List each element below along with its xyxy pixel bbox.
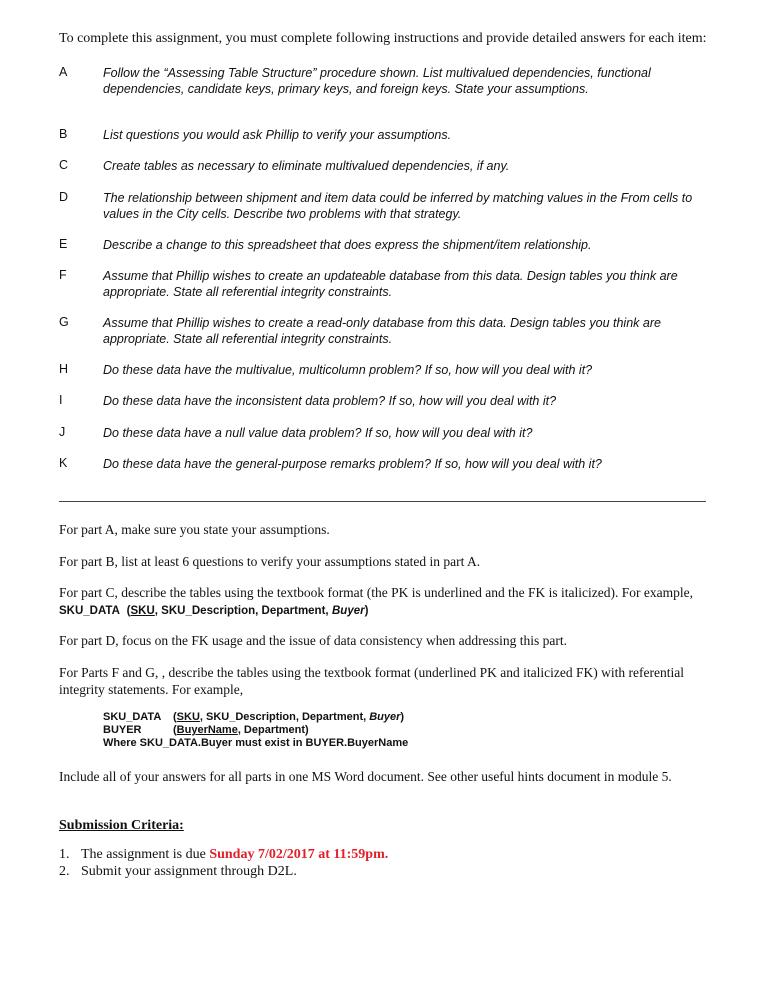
example-foreign-key: Buyer <box>332 605 365 617</box>
item-text: Follow the “Assessing Table Structure” procedure shown. List multivalued dependencies, functional dependencies, candidate keys, primary keys, and foreign keys. State your assumptions. <box>103 66 651 96</box>
example-row-sku-data: SKU_DATA (SKU, SKU_Description, Department, Buyer) <box>103 711 405 723</box>
horizontal-divider <box>59 501 706 502</box>
item-text: Assume that Phillip wishes to create an updateable database from this data. Design tables you think are appropriate. State all referential integrity constraints. <box>103 269 678 299</box>
note-part-d: For part D, focus on the FK usage and the issue of data consistency when addressing this part. <box>59 633 568 648</box>
submission-list <box>59 846 388 880</box>
item-letter: J <box>59 425 66 439</box>
item-letter: G <box>59 315 69 329</box>
item-text: Do these data have the general-purpose remarks problem? If so, how will you deal with it? <box>103 457 602 471</box>
item-text: Describe a change to this spreadsheet that does express the shipment/item relationship. <box>103 238 592 252</box>
submission-criteria-title: Submission Criteria: <box>59 818 184 833</box>
example-primary-key: SKU <box>130 605 155 617</box>
example-columns: , SKU_Description, Department, <box>154 605 329 617</box>
example-close-paren: ) <box>364 605 369 617</box>
item-letter: C <box>59 158 69 172</box>
item-letter: D <box>59 190 69 204</box>
referential-integrity-example <box>103 711 408 750</box>
item-text: Create tables as necessary to eliminate multivalued dependencies, if any. <box>103 159 510 173</box>
note-part-fg: For Parts F and G, , describe the tables using the textbook format (underlined PK and italicized FK) with referential integrity statements. For example, <box>59 665 684 697</box>
item-text: The relationship between shipment and item data could be inferred by matching values in the From cells to values in the City cells. Describe two problems with that strategy. <box>103 191 693 221</box>
item-text: List questions you would ask Phillip to verify your assumptions. <box>103 128 452 142</box>
example-row-buyer: BUYER (BuyerName, Department) <box>103 724 309 736</box>
due-date: Sunday 7/02/2017 at 11:59pm. <box>209 847 389 862</box>
item-letter: F <box>59 268 67 282</box>
item-text: Do these data have the multivalue, multicolumn problem? If so, how will you deal with it? <box>103 363 593 377</box>
list-item: 2. Submit your assignment through D2L. <box>59 864 297 879</box>
item-letter: K <box>59 456 68 470</box>
item-text: Do these data have a null value data problem? If so, how will you deal with it? <box>103 426 533 440</box>
note-part-c <box>59 584 699 620</box>
example-table-name: SKU_DATA <box>59 605 120 617</box>
item-letter: H <box>59 362 69 376</box>
note-include: Include all of your answers for all parts in one MS Word document. See other useful hints document in module 5. <box>59 769 672 784</box>
note-part-b: For part B, list at least 6 questions to verify your assumptions stated in part A. <box>59 554 481 569</box>
list-item: 1. The assignment is due Sunday 7/02/2017 at 11:59pm. <box>59 847 389 862</box>
item-text: Do these data have the inconsistent data problem? If so, how will you deal with it? <box>103 394 557 408</box>
example-open-paren: ( <box>126 605 131 617</box>
note-part-c-text: For part C, describe the tables using the textbook format (the PK is underlined and the FK is italicized). For example, <box>59 585 693 600</box>
item-letter: A <box>59 65 68 79</box>
example-row-constraint: Where SKU_DATA.Buyer must exist in BUYER.BuyerName <box>103 737 409 749</box>
intro-text: To complete this assignment, you must complete following instructions and provide detailed answers for each item: <box>59 31 707 46</box>
item-letter: B <box>59 127 68 141</box>
item-text: Assume that Phillip wishes to create a read-only database from this data. Design tables you think are appropriate. State all referential integrity constraints. <box>103 316 661 346</box>
item-letter: E <box>59 237 68 251</box>
note-part-a: For part A, make sure you state your assumptions. <box>59 522 330 537</box>
item-letter: I <box>59 393 63 407</box>
